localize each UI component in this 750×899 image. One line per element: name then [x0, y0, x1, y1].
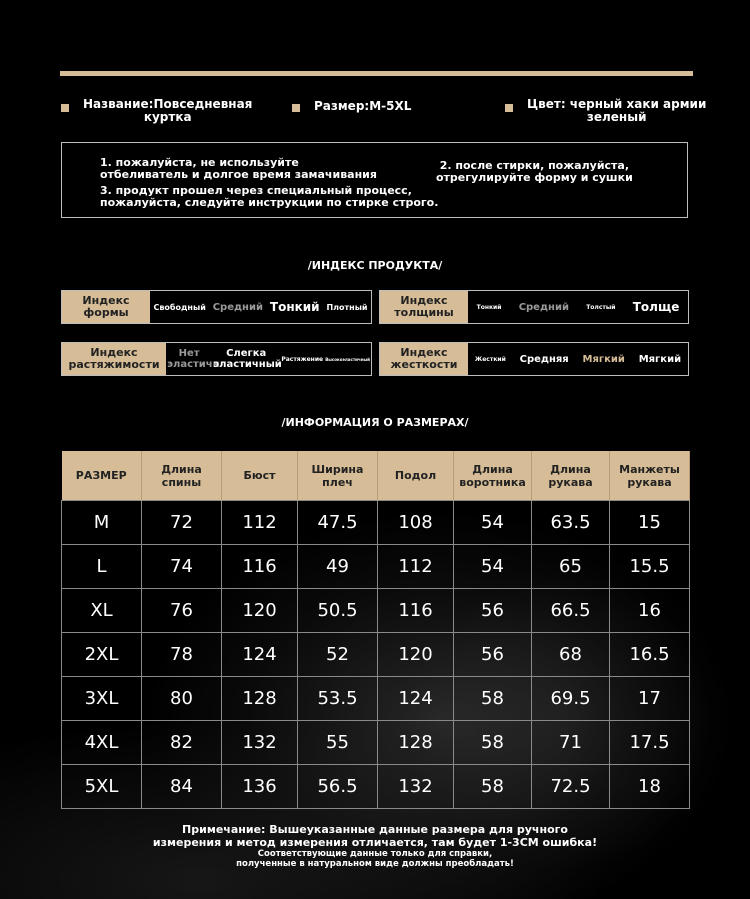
thickness-option: Толстый	[586, 303, 616, 311]
size-value-cell: 69.5	[532, 677, 610, 721]
size-value-cell: 63.5	[532, 501, 610, 545]
hardness-index-label: Индекс жесткости	[380, 343, 468, 375]
stretch-option: Растяжение	[281, 355, 324, 363]
size-value-cell: 15	[610, 501, 690, 545]
size-value-cell: 58	[454, 677, 532, 721]
shape-option: Свободный	[153, 302, 206, 312]
size-header-cell	[378, 451, 454, 501]
size-label-cell: 5XL	[62, 765, 142, 809]
hardness-option: Средняя	[519, 353, 569, 365]
care-note-2: 2. после стирки, пожалуйста, отрегулируйте форму и сушки	[436, 159, 633, 184]
size-value-cell: 108	[378, 501, 454, 545]
size-value-cell: 136	[222, 765, 298, 809]
size-header-text: Длина	[161, 462, 202, 476]
info-color-line1: Цвет: черный хаки армии	[527, 97, 707, 111]
size-value-cell: 56	[454, 589, 532, 633]
size-header-text: Подол	[394, 469, 437, 482]
size-value-cell: 49	[298, 545, 378, 589]
stretch-option-selected: Слегка эластичный	[213, 348, 282, 370]
size-header-text: Бюст	[243, 469, 276, 482]
shape-index-label: Индекс формы	[62, 291, 150, 323]
size-value-cell: 120	[378, 633, 454, 677]
size-value-cell: 124	[222, 633, 298, 677]
table-row	[62, 589, 690, 633]
size-value-cell: 82	[142, 721, 222, 765]
info-size	[292, 100, 411, 113]
product-index-title: /ИНДЕКС ПРОДУКТА/	[307, 259, 443, 272]
size-value-cell: 53.5	[298, 677, 378, 721]
size-table-header	[62, 451, 690, 501]
info-color	[505, 98, 706, 124]
hardness-option: Мягкий	[582, 353, 625, 365]
size-value-cell: 50.5	[298, 589, 378, 633]
size-value-cell: 74	[142, 545, 222, 589]
stretch-index-label: Индекс растяжимости	[62, 343, 166, 375]
size-value-cell: 17.5	[610, 721, 690, 765]
size-header-text: РАЗМЕР	[75, 469, 127, 482]
size-value-cell: 68	[532, 633, 610, 677]
care-note-1: 1. пожалуйста, не используйте отбеливатель и долгое время замачивания	[100, 156, 377, 181]
bullet-square-icon	[292, 104, 300, 112]
size-header-cell	[532, 451, 610, 501]
size-value-cell: 65	[532, 545, 610, 589]
size-value-cell: 66.5	[532, 589, 610, 633]
shape-index	[61, 290, 372, 324]
size-value-cell: 112	[378, 545, 454, 589]
shape-option-selected: Тонкий	[269, 300, 320, 314]
table-row	[62, 677, 690, 721]
size-label-cell: XL	[62, 589, 142, 633]
size-header-cell	[222, 451, 298, 501]
size-value-cell: 128	[222, 677, 298, 721]
size-value-cell: 71	[532, 721, 610, 765]
size-value-cell: 56.5	[298, 765, 378, 809]
size-header-text: рукава	[627, 475, 672, 489]
size-value-cell: 116	[378, 589, 454, 633]
hardness-option-selected: Мягкий	[638, 353, 682, 365]
stretch-option: Нет эластичн	[167, 348, 220, 370]
size-value-cell: 47.5	[298, 501, 378, 545]
size-value-cell: 78	[142, 633, 222, 677]
hardness-index	[379, 342, 689, 376]
bullet-square-icon	[505, 104, 513, 112]
footnote-line4: полученные в натуральном виде должны преобладать!	[236, 859, 514, 869]
size-value-cell: 58	[454, 765, 532, 809]
thickness-index-label: Индекс толщины	[380, 291, 468, 323]
bullet-square-icon	[61, 104, 69, 112]
table-row	[62, 633, 690, 677]
size-value-cell: 112	[222, 501, 298, 545]
footnote	[0, 823, 750, 869]
thickness-option: Тонкий	[476, 303, 502, 311]
size-label-cell: M	[62, 501, 142, 545]
size-header-text: Ширина	[311, 462, 364, 476]
size-value-cell: 124	[378, 677, 454, 721]
size-header-cell	[298, 451, 378, 501]
size-header-cell	[610, 451, 690, 501]
size-value-cell: 54	[454, 545, 532, 589]
info-name-line1: Название:Повседневная	[83, 97, 253, 111]
size-header-cell	[454, 451, 532, 501]
size-header-text: плеч	[322, 475, 353, 489]
stretch-option: Высокоэластичный	[325, 356, 370, 362]
footnote-line3: Соответствующие данные только для справки,	[257, 849, 493, 859]
stretch-index	[61, 342, 372, 376]
footnote-line2: измерения и метод измерения отличается, там будет 1-3CM ошибка!	[152, 836, 598, 849]
size-value-cell: 72.5	[532, 765, 610, 809]
size-label-cell: 2XL	[62, 633, 142, 677]
size-value-cell: 18	[610, 765, 690, 809]
size-value-cell: 116	[222, 545, 298, 589]
size-header-text: Длина	[472, 462, 513, 476]
thickness-index	[379, 290, 689, 324]
size-label-cell: L	[62, 545, 142, 589]
size-value-cell: 52	[298, 633, 378, 677]
size-info-title: /ИНФОРМАЦИЯ О РАЗМЕРАХ/	[281, 416, 469, 429]
size-label-cell: 3XL	[62, 677, 142, 721]
size-header-text: рукава	[548, 475, 593, 489]
size-value-cell: 54	[454, 501, 532, 545]
size-value-cell: 84	[142, 765, 222, 809]
table-row	[62, 545, 690, 589]
footnote-line1: Примечание: Вышеуказанные данные размера для ручного	[182, 823, 568, 836]
info-name-line2: куртка	[143, 110, 192, 124]
care-note-3: 3. продукт прошел через специальный процесс, пожалуйста, следуйте инструкции по стирке строго.	[100, 184, 439, 209]
info-name	[61, 98, 252, 124]
size-value-cell: 56	[454, 633, 532, 677]
care-notes-box	[61, 142, 688, 218]
size-header-text: воротника	[459, 475, 526, 489]
size-table	[61, 451, 690, 809]
thickness-option-selected: Толще	[632, 300, 680, 314]
table-row	[62, 721, 690, 765]
shape-option: Средний	[212, 301, 263, 313]
top-divider	[60, 71, 693, 76]
info-size-text: Размер:M-5XL	[314, 99, 412, 113]
size-header-cell	[62, 451, 142, 501]
size-value-cell: 132	[222, 721, 298, 765]
size-header-cell	[142, 451, 222, 501]
size-label-cell: 4XL	[62, 721, 142, 765]
size-value-cell: 72	[142, 501, 222, 545]
size-value-cell: 120	[222, 589, 298, 633]
size-value-cell: 16	[610, 589, 690, 633]
info-color-line2: зеленый	[586, 110, 647, 124]
hardness-option: Жесткий	[474, 355, 506, 363]
size-header-text: Манжеты	[619, 462, 680, 476]
size-value-cell: 58	[454, 721, 532, 765]
shape-option: Плотный	[326, 302, 368, 312]
size-value-cell: 128	[378, 721, 454, 765]
size-value-cell: 16.5	[610, 633, 690, 677]
size-value-cell: 55	[298, 721, 378, 765]
thickness-option: Средний	[518, 301, 569, 313]
table-row	[62, 501, 690, 545]
size-header-text: Длина	[550, 462, 591, 476]
size-header-text: спины	[161, 475, 202, 489]
size-value-cell: 76	[142, 589, 222, 633]
size-value-cell: 17	[610, 677, 690, 721]
size-value-cell: 80	[142, 677, 222, 721]
size-value-cell: 15.5	[610, 545, 690, 589]
size-value-cell: 132	[378, 765, 454, 809]
table-row	[62, 765, 690, 809]
